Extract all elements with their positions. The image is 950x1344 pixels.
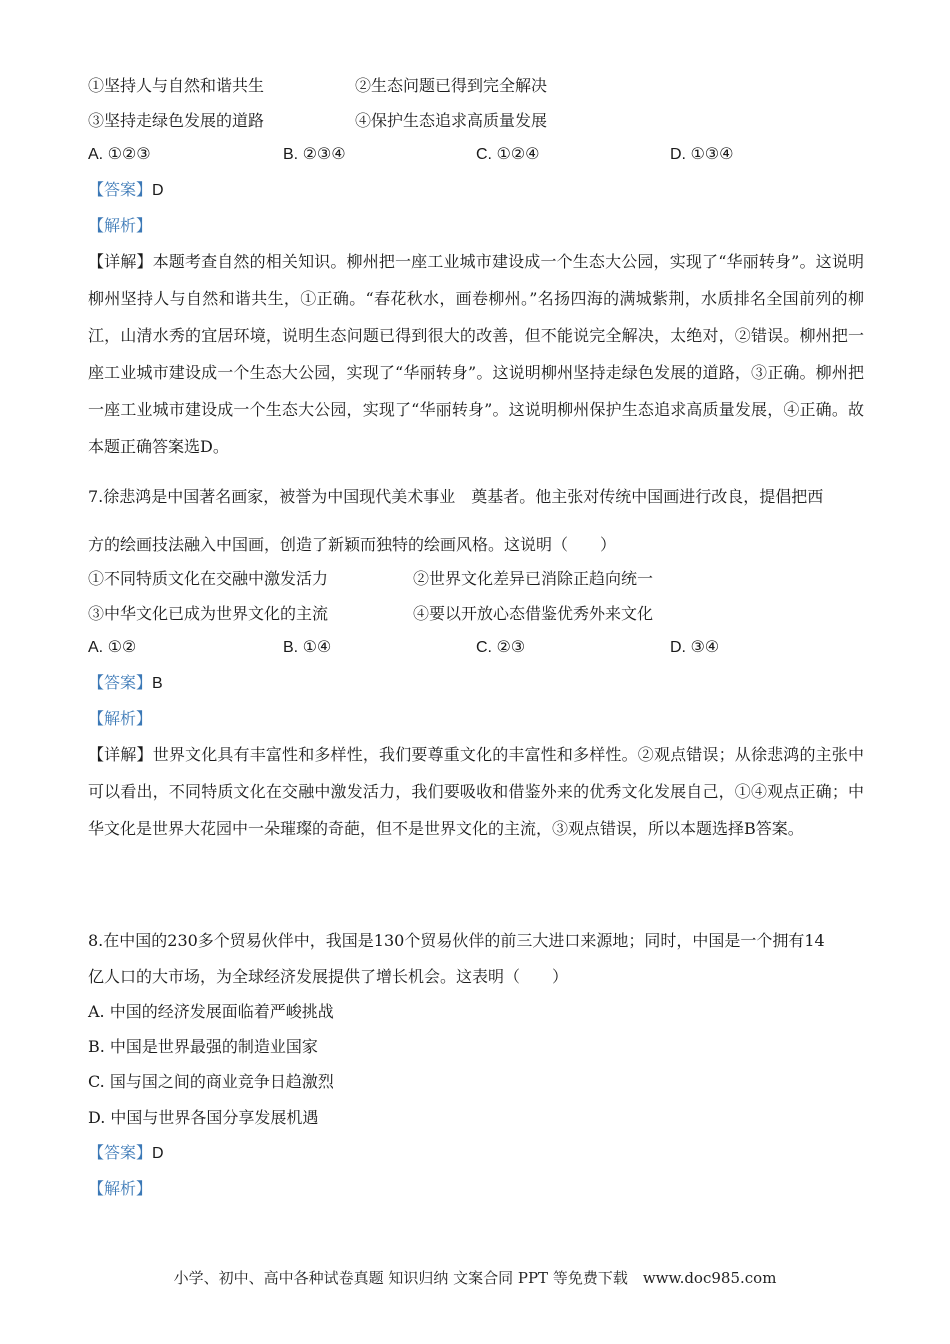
q6-option-4: ④保护生态追求高质量发展 — [355, 111, 548, 130]
q6-choice-b: B. ②③④ — [283, 146, 346, 163]
answer-value: D — [152, 1145, 164, 1162]
q7-option-1: ①不同特质文化在交融中激发活力 — [88, 569, 329, 588]
q7-choice-d: D. ③④ — [670, 639, 720, 656]
q7-choice-a: A. ①② — [88, 639, 137, 656]
q8-choice-c: C. 国与国之间的商业竞争日趋激烈 — [88, 1072, 334, 1091]
q7-option-4: ④要以开放心态借鉴优秀外来文化 — [413, 604, 654, 623]
q8-stem-line-1: 8.在中国的230多个贸易伙伴中，我国是130个贸易伙伴的前三大进口来源地；同时，中国是一个拥有14 — [88, 931, 825, 950]
detail-label: 【详解】 — [88, 252, 153, 271]
q7-answer — [88, 673, 163, 694]
q7-analysis-label: 【解析】 — [88, 709, 153, 728]
answer-label: 【答案】 — [88, 180, 153, 199]
q6-answer — [88, 180, 164, 201]
q6-choice-c: C. ①②④ — [476, 146, 540, 163]
q8-answer — [88, 1143, 164, 1164]
detail-text: 本题考查自然的相关知识。柳州把一座工业城市建设成一个生态大公园，实现了“华丽转身”。这说明柳州坚持人与自然和谐共生，①正确。“春花秋水，画卷柳州。”名扬四海的满城紫荆，水质排名全国前列的柳江，山清水秀的宜居环境，说明生态问题已得到很大的改善，但不能说完全解决，太绝对，②错误。柳州把一座工业城市建设成一个生态大公园，实现了“华丽转身”。这说明柳州坚持走绿色发展的道路，③正确。柳州把一座工业城市建设成一个生态大公园，实现了“华丽转身”。这说明柳州保护生态追求高质量发展，④正确。故本题正确答案选D。 — [88, 252, 864, 456]
answer-value: D — [152, 182, 164, 199]
q7-option-3: ③中华文化已成为世界文化的主流 — [88, 604, 329, 623]
q8-choice-a: A. 中国的经济发展面临着严峻挑战 — [88, 1002, 334, 1021]
q6-choice-a: A. ①②③ — [88, 146, 151, 163]
q7-option-2: ②世界文化差异已消除正趋向统一 — [413, 569, 654, 588]
q6-option-1: ①坚持人与自然和谐共生 — [88, 76, 265, 95]
q8-analysis-label: 【解析】 — [88, 1179, 153, 1198]
q7-detail — [88, 736, 864, 847]
q6-choice-d: D. ①③④ — [670, 146, 734, 163]
q7-stem-line-2: 方的绘画技法融入中国画，创造了新颖而独特的绘画风格。这说明（ ） — [88, 535, 617, 554]
q7-stem-line-1: 7.徐悲鸿是中国著名画家，被誉为中国现代美术事业 奠基者。他主张对传统中国画进行改良，提倡把西 — [88, 487, 824, 506]
q8-choice-d: D. 中国与世界各国分享发展机遇 — [88, 1108, 319, 1127]
answer-value: B — [152, 675, 163, 692]
q6-detail — [88, 243, 864, 465]
detail-label: 【详解】 — [88, 745, 153, 764]
q7-choice-c: C. ②③ — [476, 639, 526, 656]
q7-choice-b: B. ①④ — [283, 639, 332, 656]
q8-stem-line-2: 亿人口的大市场，为全球经济发展提供了增长机会。这表明（ ） — [88, 967, 569, 986]
answer-label: 【答案】 — [88, 673, 153, 692]
page-footer: 小学、初中、高中各种试卷真题 知识归纳 文案合同 PPT 等免费下载 www.doc985.com — [173, 1269, 777, 1287]
q6-option-2: ②生态问题已得到完全解决 — [355, 76, 548, 95]
q6-analysis-label: 【解析】 — [88, 216, 153, 235]
answer-label: 【答案】 — [88, 1143, 153, 1162]
q8-choice-b: B. 中国是世界最强的制造业国家 — [88, 1037, 318, 1056]
detail-text: 世界文化具有丰富性和多样性，我们要尊重文化的丰富性和多样性。②观点错误；从徐悲鸿的主张中可以看出，不同特质文化在交融中激发活力，我们要吸收和借鉴外来的优秀文化发展自己，①④观点正确；中华文化是世界大花园中一朵璀璨的奇葩，但不是世界文化的主流，③观点错误，所以本题选择B答案。 — [88, 745, 864, 838]
q6-option-3: ③坚持走绿色发展的道路 — [88, 111, 265, 130]
